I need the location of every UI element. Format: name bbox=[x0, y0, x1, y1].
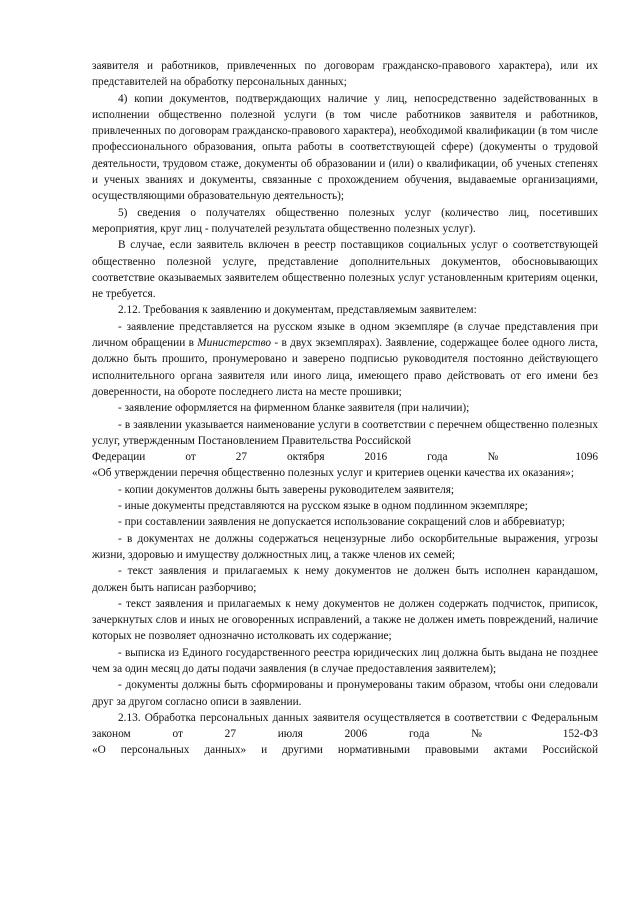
paragraph-consent-continuation: заявителя и работников, привлеченных по договорам гражданско-правового характера), или их представителей на обработку персональных данных; bbox=[92, 60, 598, 89]
paragraph-copies-certified: - копии документов должны быть заверены руководителем заявителя; bbox=[118, 483, 455, 496]
paragraph-registry-extract: - выписка из Единого государственного реестра юридических лиц должна быть выдана не позднее чем за один месяц до даты подачи заявления (в случае предоставления заявителем); bbox=[92, 646, 598, 675]
section-2-13-personal-data: 2.13. Обработка персональных данных заявителя осуществляется в соответствии с Федеральным законом от 27 июля 2006 года № 152-ФЗ bbox=[92, 711, 598, 741]
paragraph-item-5-recipients-info: 5) сведения о получателях общественно полезных услуг (количество лиц, посетивших мероприятия, круг лиц - получателей результата общественно полезных услуг). bbox=[92, 206, 598, 235]
section-heading-2-12: 2.12. Требования к заявлению и документам, представляемым заявителем: bbox=[118, 304, 477, 317]
paragraph-numbering: - документы должны быть сформированы и пронумерованы таким образом, чтобы они следовали друг за другом согласно описи в заявлении. bbox=[92, 679, 598, 708]
paragraph-no-abbreviations: - при составлении заявления не допускается использование сокращений слов и аббревиатур; bbox=[118, 516, 565, 529]
paragraph-no-corrections: - текст заявления и прилагаемых к нему документов не должен содержать подчисток, приписок, зачеркнутых слов и иных не оговоренных исправлений, а также не должен иметь повреждений, наличие которых не позволяет однозначно истолковать их содержание; bbox=[92, 597, 598, 643]
paragraph-decree-date: Федерации от 27 октября 2016 года № 1096 bbox=[92, 451, 598, 464]
document-page bbox=[92, 58, 598, 759]
paragraph-no-offensive-language: - в документах не должны содержаться нецензурные либо оскорбительные выражения, угрозы жизни, здоровью и имуществу должностных лиц, а также членов их семей; bbox=[92, 532, 598, 561]
text-run: - в двух экземплярах). Заявление, содержащее более одного листа, должно быть прошито, пронумеровано и заверено подписью руководителя постоянно действующего исполнительного органа заявителя или иного лица, имеющего право действовать от его имени без доверенности, на обороте последнего листа на месте прошивки; bbox=[92, 337, 598, 398]
paragraph-decree-title: «Об утверждении перечня общественно полезных услуг и критериев оценки качества их оказания»; bbox=[92, 467, 574, 480]
paragraph-no-pencil: - текст заявления и прилагаемых к нему документов не должен быть исполнен карандашом, должен быть написан разборчиво; bbox=[92, 565, 598, 594]
paragraph-item-4-qualification-documents: 4) копии документов, подтверждающих наличие у лиц, непосредственно задействованных в исполнении общественно полезной услуги (в том числе работников заявителя и работников, привлеченных по договорам гражданско-правового характера), необходимой квалификации (в том числе профессионального образования, опыта работы в соответствующей сфере) (документы о трудовой деятельности, трудовом стаже, документы об образовании и (или) о квалификации, об ученых степенях и ученых званиях и документы, связанные с прохождением обучения, выдаваемые организациями, осуществляющими образовательную деятельность); bbox=[92, 92, 598, 203]
ministry-italic: Министерство bbox=[197, 337, 271, 350]
paragraph-letterhead: - заявление оформляется на фирменном бланке заявителя (при наличии); bbox=[118, 402, 470, 415]
paragraph-other-documents: - иные документы представляются на русском языке в одном подлинном экземпляре; bbox=[118, 500, 528, 513]
paragraph-service-name: - в заявлении указывается наименование услуги в соответствии с перечнем общественно полезных услуг, утвержденным Постановлением Правительства Российской bbox=[92, 418, 598, 447]
paragraph-registry-exception: В случае, если заявитель включен в реестр поставщиков социальных услуг о соответствующей общественно полезной услуге, представление дополнительных документов, обосновывающих соответствие оказываемых заявителем общественно полезных услуг установленным критериям оценки, не требуется. bbox=[92, 239, 598, 301]
paragraph-personal-data-law: «О персональных данных» и другими нормативными правовыми актами Российской bbox=[92, 744, 598, 757]
text-run: - заявление представляется на русском языке в одном экземпляре (в случае представления при личном обращении в bbox=[92, 320, 598, 350]
paragraph-application-language bbox=[92, 319, 598, 400]
